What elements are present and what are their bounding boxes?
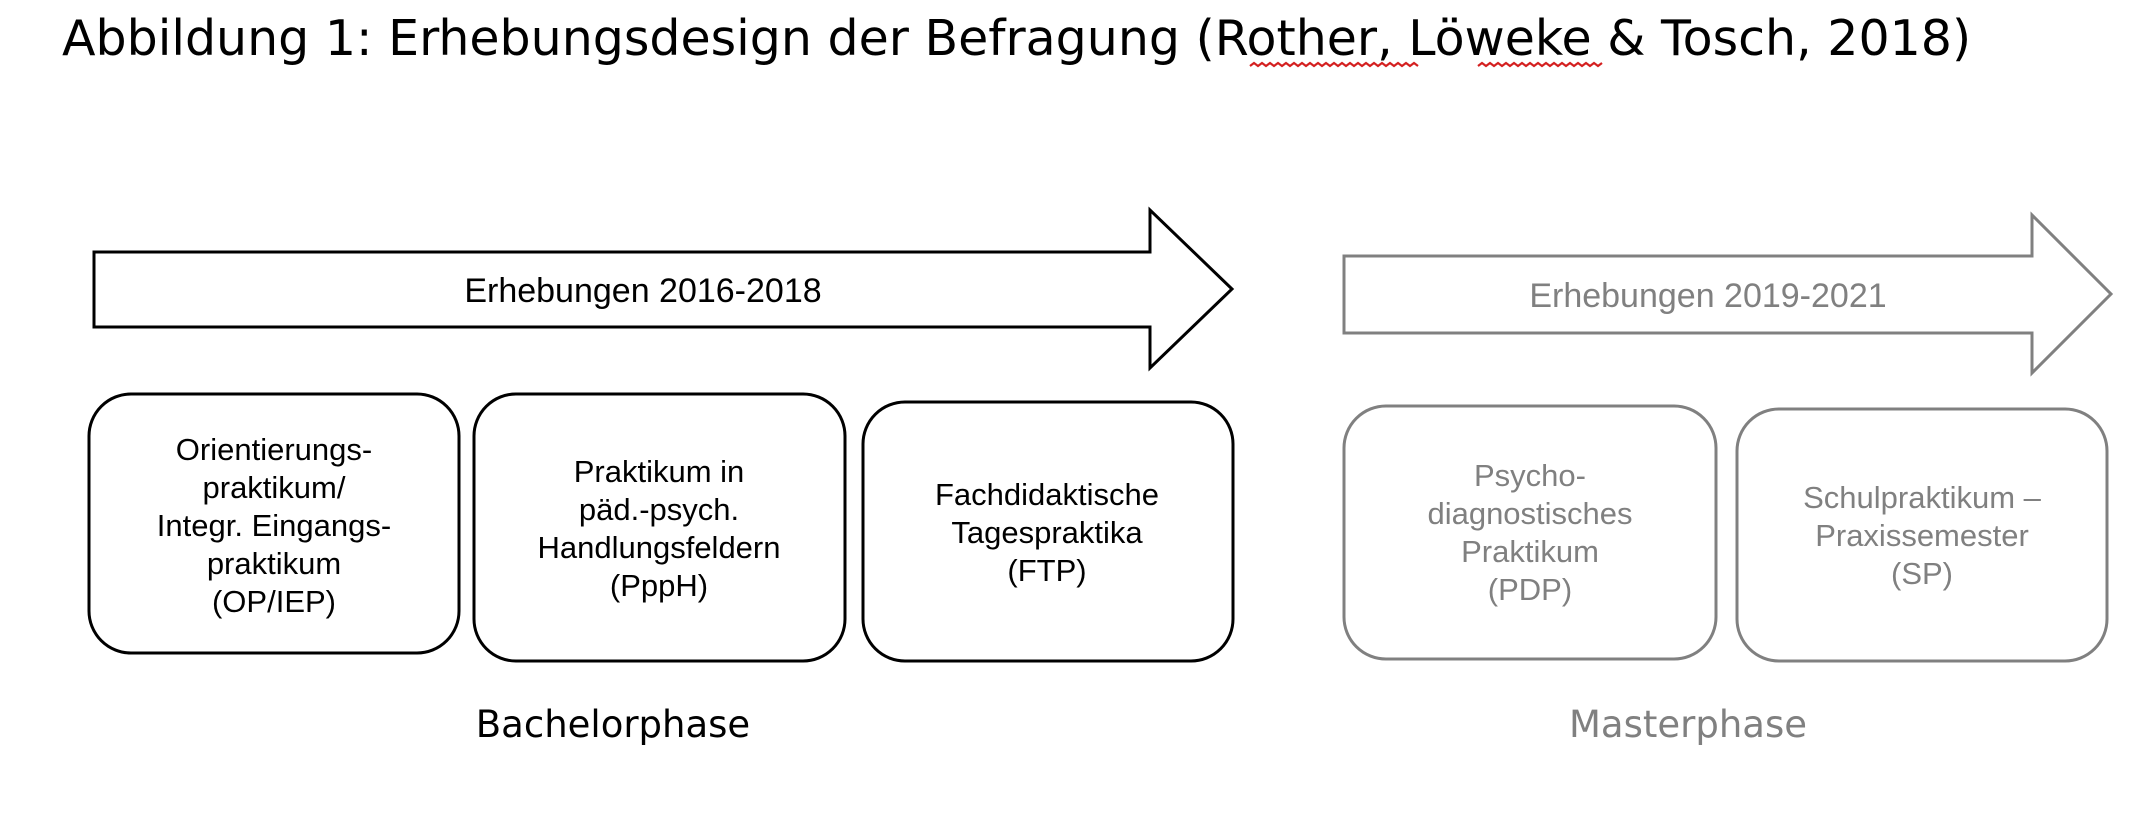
box-text-line: Praktikum in bbox=[573, 454, 745, 489]
figure-title: Abbildung 1: Erhebungsdesign der Befragung (Rother, Löweke & Tosch, 2018) bbox=[62, 10, 1972, 67]
box-text-line: Handlungsfeldern bbox=[537, 530, 781, 565]
box-text-line: Fachdidaktische bbox=[934, 477, 1160, 512]
box-text-line: (FTP) bbox=[1007, 553, 1087, 588]
box-text-line: Integr. Eingangs- bbox=[156, 508, 392, 543]
practicum-box-pdp bbox=[1344, 406, 1716, 659]
box-text-line: Psycho- bbox=[1474, 458, 1586, 493]
box-text-line: Praktikum bbox=[1461, 534, 1599, 569]
box-text-line: päd.-psych. bbox=[578, 492, 740, 527]
box-text-line: Tagespraktika bbox=[951, 515, 1143, 550]
box-text-line: diagnostisches bbox=[1427, 496, 1633, 531]
arrow-label-master: Erhebungen 2019-2021 bbox=[1529, 277, 1887, 315]
box-text-line: praktikum bbox=[206, 546, 342, 581]
practicum-box-ppph bbox=[474, 394, 845, 661]
box-text-line: Praxissemester bbox=[1815, 518, 2029, 553]
box-text-line: (SP) bbox=[1891, 556, 1953, 591]
box-text-line: Orientierungs- bbox=[175, 432, 373, 467]
box-text-line: (PppH) bbox=[609, 568, 709, 603]
arrow-label-bachelor: Erhebungen 2016-2018 bbox=[464, 272, 822, 310]
box-text-line: (OP/IEP) bbox=[211, 584, 337, 619]
phase-label-bachelor: Bachelorphase bbox=[475, 703, 751, 746]
box-text-line: praktikum/ bbox=[202, 470, 346, 505]
box-text-line: Schulpraktikum – bbox=[1803, 480, 2041, 515]
box-text-line: (PDP) bbox=[1487, 572, 1573, 607]
phase-label-master: Masterphase bbox=[1568, 703, 1808, 746]
